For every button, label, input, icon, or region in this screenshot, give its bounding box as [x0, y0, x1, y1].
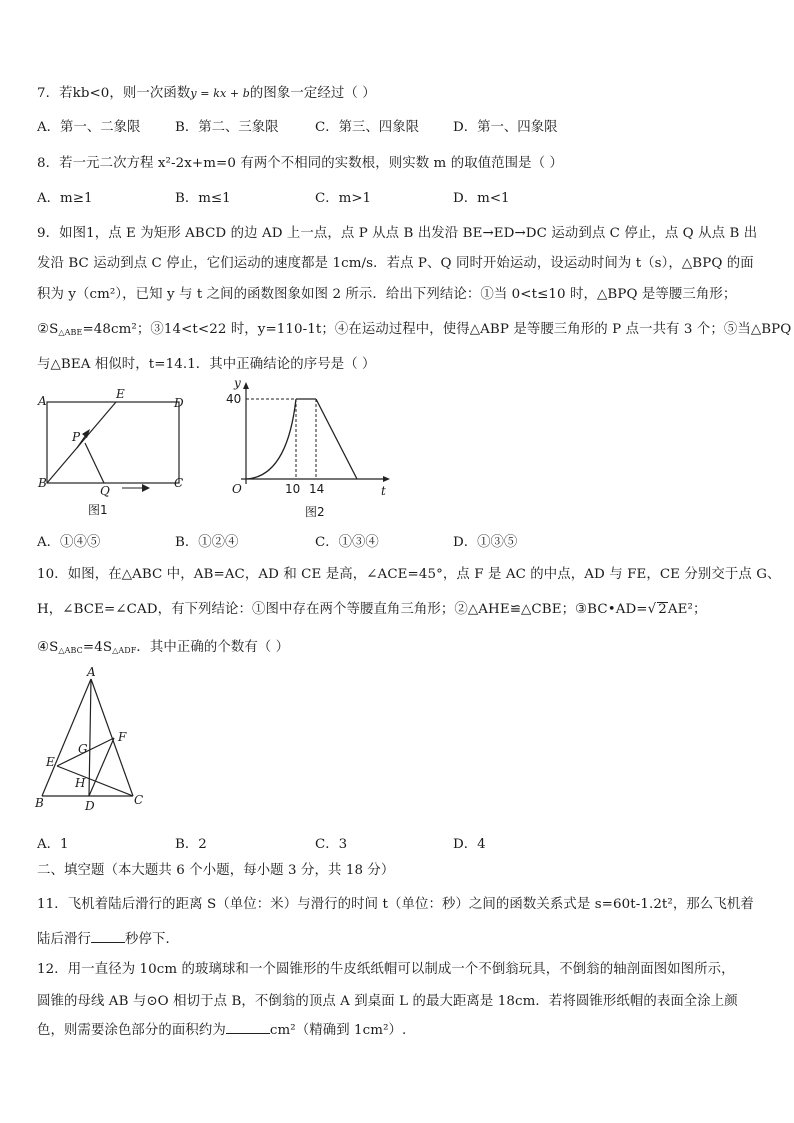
segment-pq [85, 443, 104, 483]
label-y: y [234, 376, 241, 390]
label-h: H [75, 776, 86, 790]
q11-line-2 [37, 928, 179, 947]
q8-option-d[interactable]: D．m<1 [453, 191, 510, 206]
segment-falling [316, 399, 357, 479]
q9-line-3: 积为 y（cm²），已知 y 与 t 之间的函数图象如图 2 所示．给出下列结论：①当 0<t≤10 时，△BPQ 是等腰三角形； [37, 287, 737, 302]
label-e: E [116, 387, 125, 401]
q10-line-3-c: ．其中正确的个数有（ ） [136, 640, 290, 655]
q10-figure [30, 664, 155, 816]
sqrt-sign: √ [647, 602, 657, 617]
q9-option-d[interactable]: D．①③⑤ [453, 535, 518, 550]
q10-line-3-a: ④S [37, 640, 59, 655]
q10-line-3-b: =4S [82, 640, 113, 655]
q7-option-c[interactable]: C．第三、四象限 [315, 120, 419, 135]
label-g: G [78, 742, 88, 756]
label-q: Q [100, 484, 110, 498]
section-heading: 二、填空题（本大题共 6 个小题，每小题 3 分，共 18 分） [37, 863, 395, 878]
q10-line-3 [37, 636, 289, 655]
q9-line-4 [37, 318, 791, 337]
q12-line-2: 圆锥的母线 AB 与⊙O 相切于点 B，不倒翁的顶点 A 到桌面 L 的最大距离是 18cm．若将圆锥形纸帽的表面全涂上颜 [37, 994, 738, 1009]
arrow-head-q [142, 484, 150, 492]
q9-line-4-rest: =48cm²；③14<t<22 时，y=110-1t；④在运动过程中，使得△ABP 是等腰三角形的 P 点一共有 3 个；⑤当△BPQ [82, 322, 792, 337]
label-t: t [381, 484, 386, 498]
q8-option-b[interactable]: B．m≤1 [175, 191, 231, 206]
label-o: O [232, 482, 242, 496]
label-d: D [85, 799, 95, 813]
q10-line-2-a: H，∠BCE=∠CAD，有下列结论：①图中存在两个等腰直角三角形；②△AHE≌△CBE；③BC•AD= [37, 602, 648, 617]
q9-option-c[interactable]: C．①③④ [315, 535, 379, 550]
q9-line-5: 与△BEA 相似时，t=14.1．其中正确结论的序号是（ ） [37, 357, 376, 372]
q7-stem [37, 82, 376, 101]
label-f: F [118, 730, 127, 744]
q9-figure-1 [30, 383, 200, 518]
q10-option-b[interactable]: B．2 [175, 837, 207, 852]
side-ac [91, 679, 133, 796]
q12-line-3-b: cm²（精确到 1cm²）. [269, 1023, 407, 1038]
q7-stem-b: 的图象一定经过（ ） [249, 86, 376, 101]
q8-option-c[interactable]: C．m>1 [315, 191, 372, 206]
q10-line-1: 10．如图，在△ABC 中，AB=AC，AD 和 CE 是高，∠ACE=45°，点 F 是 AC 的中点，AD 与 FE，CE 分别交于点 G、 [37, 567, 781, 582]
q11-line-1: 11．飞机着陆后滑行的距离 S（单位：米）与滑行的时间 t（单位：秒）之间的函数关系式是 s=60t-1.2t²，那么飞机着 [37, 897, 754, 912]
q10-line-2 [37, 598, 707, 617]
q10-line-3-sub2: △ADF [112, 646, 137, 655]
q7-option-a[interactable]: A．第一、二象限 [37, 120, 141, 135]
q12-line-3 [37, 1019, 406, 1038]
label-b: B [38, 476, 47, 490]
q9-line-4-s: ②S [37, 322, 59, 337]
q9-figure-2 [215, 372, 395, 522]
label-c: C [134, 793, 144, 807]
t-axis-arrow [383, 476, 390, 482]
q10-option-a[interactable]: A．1 [37, 837, 69, 852]
q10-option-d[interactable]: D．4 [453, 837, 486, 852]
q7-formula: y = kx + b [190, 87, 250, 100]
q9-option-a[interactable]: A．①④⑤ [37, 535, 101, 550]
label-a: A [87, 665, 96, 679]
q8-stem: 8．若一元二次方程 x²-2x+m=0 有两个不相同的实数根，则实数 m 的取值范围是（ ） [37, 156, 563, 171]
q10-line-2-b: AE²； [667, 602, 707, 617]
tick-40: 40 [226, 392, 242, 406]
q7-stem-a: 7．若kb<0，则一次函数 [37, 86, 191, 101]
q11-line-2-a: 陆后滑行 [37, 932, 91, 947]
label-b: B [35, 796, 44, 810]
answer-blank-q12[interactable] [226, 1021, 270, 1034]
q9-option-b[interactable]: B．①②④ [175, 535, 239, 550]
q10-option-c[interactable]: C．3 [315, 837, 348, 852]
curve-rising [246, 399, 296, 479]
q7-option-d[interactable]: D．第一、四象限 [453, 120, 558, 135]
q9-line-4-sub: △ABE [58, 328, 83, 337]
q10-line-3-sub1: △ABC [58, 646, 83, 655]
tick-10: 10 [285, 482, 301, 496]
caption-fig2: 图2 [305, 505, 325, 519]
label-e: E [46, 755, 55, 769]
q7-option-b[interactable]: B．第二、三象限 [175, 120, 279, 135]
label-c: C [174, 476, 184, 490]
q9-line-1: 9．如图1，点 E 为矩形 ABCD 的边 AD 上一点，点 P 从点 B 出发沿 BE→ED→DC 运动到点 C 停止，点 Q 从点 B 出 [37, 226, 758, 241]
q12-line-3-a: 色，则需要涂色部分的面积约为 [37, 1023, 226, 1038]
q8-option-a[interactable]: A．m≥1 [37, 191, 93, 206]
caption-fig1: 图1 [88, 503, 108, 517]
q11-line-2-b: 秒停下． [124, 932, 179, 947]
q12-line-1: 12．用一直径为 10cm 的玻璃球和一个圆锥形的牛皮纸纸帽可以制成一个不倒翁玩具，不倒翁的轴剖面图如图所示， [37, 962, 735, 977]
q10-line-2-sqrt: 2 [658, 602, 667, 617]
rectangle-abcd [47, 402, 179, 483]
label-a: A [38, 394, 47, 408]
y-axis-arrow [243, 382, 249, 389]
q9-line-2: 发沿 BC 运动到点 C 停止，它们运动的速度都是 1cm/s．若点 P、Q 同时开始运动，设运动时间为 t（s），△BPQ 的面 [37, 256, 754, 271]
label-d: D [174, 396, 184, 410]
label-p: P [72, 430, 81, 444]
answer-blank-q11[interactable] [91, 930, 125, 943]
tick-14: 14 [309, 482, 325, 496]
